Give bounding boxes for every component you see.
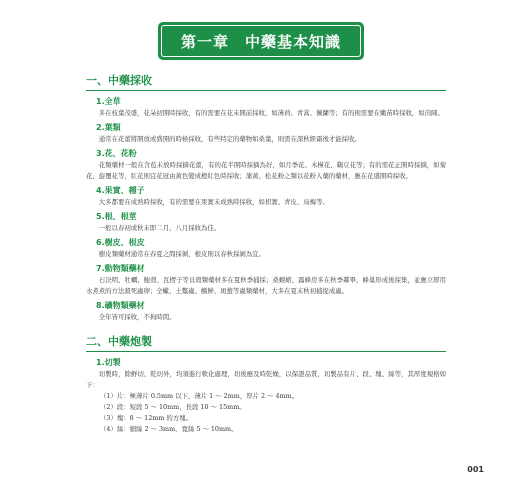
list-item: （1）片：極薄片 0.5mm 以下，薄片 1 ～ 2mm，厚片 2 ～ 4mm。 xyxy=(100,392,299,400)
item-heading: 2.葉類 xyxy=(96,123,121,132)
section-title: 二、中藥炮製 xyxy=(86,335,152,348)
item-cutting xyxy=(86,357,446,435)
item-heading: 3.花、花粉 xyxy=(96,149,137,158)
list-item: （4）絲：細絲 2 ～ 3mm，寬絲 5 ～ 10mm。 xyxy=(100,425,238,433)
section-heading xyxy=(86,72,446,91)
item-bark xyxy=(86,237,446,260)
list-item: （2）段：短段 5 ～ 10mm，長段 10 ～ 15mm。 xyxy=(100,403,246,411)
section-heading xyxy=(86,333,446,352)
item-heading: 8.礦物類藥材 xyxy=(96,301,145,310)
item-heading: 5.根、根莖 xyxy=(96,212,137,221)
section-processing xyxy=(86,333,446,435)
chapter-banner xyxy=(158,22,364,60)
list-item: （3）塊：8 ～ 12mm 的方塊。 xyxy=(100,414,192,422)
section-title: 一、中藥採收 xyxy=(86,74,152,87)
item-body: 通常在花蕾將開放或盛開的時候採收，有些特定的藥物如桑葉，則需在深秋經霜後才能採收。 xyxy=(98,135,361,143)
page-content xyxy=(86,68,446,438)
page-number: 001 xyxy=(467,465,484,474)
cutting-spec-list xyxy=(100,391,446,435)
item-heading: 1.全草 xyxy=(96,97,121,106)
item-heading: 7.動物類藥材 xyxy=(96,264,145,273)
item-fruits-seeds xyxy=(86,185,446,208)
item-roots xyxy=(86,211,446,234)
item-animal xyxy=(86,263,446,297)
item-body: 全年皆可採收，不拘時間。 xyxy=(98,313,176,321)
item-body: 多在枝葉茂盛，花朵初開時採收，有的需要在花未開前採收，如薄荷、青蒿、佩蘭等；有的則需要在嫩苗時採收，如茵陳。 xyxy=(98,109,444,117)
item-heading: 4.果實、種子 xyxy=(96,186,145,195)
chapter-title: 第一章 中藥基本知識 xyxy=(180,32,341,51)
item-flowers xyxy=(86,148,446,182)
item-body: 樹皮類藥材通常在春夏之間採剝，根皮則以春秋採剝為宜。 xyxy=(98,250,265,258)
item-mineral xyxy=(86,300,446,323)
item-heading: 6.樹皮、根皮 xyxy=(96,238,145,247)
item-body: 切製時，除鮮切、乾切外，均須進行軟化處理，切後應及時乾燥，以保證品質，切製品有片、段、塊、絲等，其厚度規格如下： xyxy=(86,370,446,389)
item-body: 花類藥材一般在含苞未放時採摘花蕾，有的花半開時採摘為好，如月季花、木槿花、鷄豆花等；有的需花正開時採摘，如菊花、旋覆花等，紅花則宜花冠由黃色變成橙紅色時採收；蒲黃、松花粉之類以花粉入藥的藥材，應在花盛開時採收。 xyxy=(86,161,446,180)
item-whole-herb xyxy=(86,96,446,119)
item-body: 大多都要在成熟時採收，有的需要在果實未成熟時採收，如枳實、青皮、烏梅等。 xyxy=(98,198,329,206)
item-body: 石決明、牡蠣、鮑殼、瓦楞子等貝殼類藥材多在夏秋季捕採；桑螵蛸、露蜂房多在秋季鄰畢，蜂巢形成後採集，並應立即用水煮煮的方法殺死蟲卵；全蠍、土鱉蟲、鰭鮮、斑蝥等蟲類藥材，大多在夏末秋初捕捉成蟲。 xyxy=(86,276,446,295)
item-leaves xyxy=(86,122,446,145)
item-body: 一般以春初或秋末即二月、八月採收為佳。 xyxy=(98,224,221,232)
item-heading: 1.切製 xyxy=(96,358,121,367)
section-harvesting xyxy=(86,72,446,323)
